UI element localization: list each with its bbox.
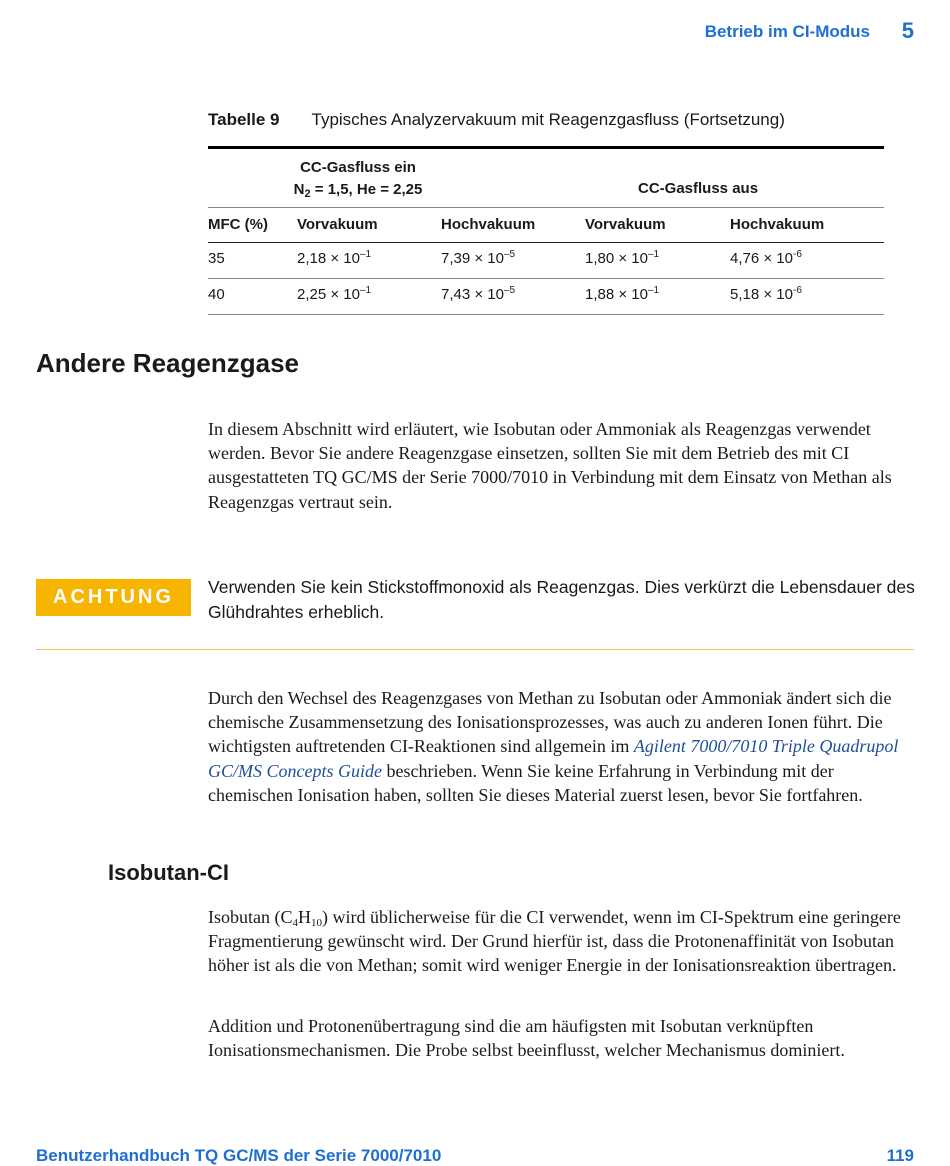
cell-vorvakuum-off: $1,88 \times 10^{-1}$ [585, 285, 660, 303]
column-header-vorvakuum-on: Vorvakuum [297, 216, 378, 233]
group-header-cc-on-line1: CC-Gasfluss ein [300, 159, 416, 176]
footer-manual-title: Benutzerhandbuch TQ GC/MS der Serie 7000/7010 [36, 1146, 442, 1165]
cell-vorvakuum-on: $2,18 \times 10^{-1}$ [297, 249, 372, 267]
cell-mfc: 35 [208, 250, 225, 267]
running-header-section: Betrieb im CI-Modus [704, 22, 870, 41]
column-header-mfc: MFC (%) [208, 216, 268, 233]
section-title: Andere Reagenzgase [36, 348, 299, 378]
column-header-vorvakuum-off: Vorvakuum [585, 216, 666, 233]
group-header-cc-on-line2: $N_2 = 1,5$, He = 2,25 [293, 181, 423, 200]
column-header-hochvakuum-on: Hochvakuum [441, 216, 536, 233]
cell-hochvakuum-off: $4,76 \times 10^{-6}$ [730, 249, 802, 267]
running-header-chapter-number: 5 [901, 18, 914, 43]
table-group-header-row [208, 149, 884, 207]
isobutane-paragraph: Isobutan $(C_4H_{10})$ wird üblicherweise für die CI verwendet, wenn im CI-Spektrum eine geringere Fragmentierung gewünscht wird. Der Grund hierfür ist, dass die Protonenaffinität von Isobutan höher ist als die von Methan; somit wird weniger Energie in der Ionisationsreaktion übertragen. [208, 907, 901, 976]
cell-mfc: 40 [208, 286, 225, 303]
vacuum-table [208, 146, 884, 315]
reagent-change-paragraph: Durch den Wechsel des Reagenzgases von Methan zu Isobutan oder Ammoniak ändert sich die chemische Zusammensetzung des Ionisationsprozesses, was auch zu anderen Ionen führt. Die wichtigsten auftretenden CI-Reaktionen sind allgemein im Agilent 7000/7010 Triple Quadrupol GC/MS Concepts Guide beschrieben. Wenn Sie keine Erfahrung in Verbindung mit der chemischen Ionisation haben, sollten Sie dieses Material zuerst lesen, bevor Sie fortfahren. [208, 688, 899, 805]
caution-badge: ACHTUNG [36, 579, 191, 616]
table-caption-text: Typisches Analyzervakuum mit Reagenzgasfluss (Fortsetzung) [311, 110, 785, 129]
concepts-guide-link[interactable]: Agilent 7000/7010 Triple Quadrupol GC/MS Concepts Guide [208, 736, 899, 781]
cell-hochvakuum-off: $5,18 \times 10^{-6}$ [730, 285, 802, 303]
subsection-title: Isobutan-CI [108, 860, 229, 885]
group-header-cc-on [208, 157, 508, 201]
table-row [208, 243, 884, 278]
table-bottom-rule [208, 314, 884, 315]
table-caption-label: Tabelle 9 [208, 110, 280, 129]
cell-vorvakuum-off: $1,80 \times 10^{-1}$ [585, 249, 660, 267]
column-header-hochvakuum-off: Hochvakuum [730, 216, 825, 233]
mechanism-paragraph: Addition und Protonenübertragung sind die am häufigsten mit Isobutan verknüpften Ionisationsmechanismen. Die Probe selbst beeinflusst, welcher Mechanismus dominiert. [208, 1016, 845, 1061]
group-header-cc-off: CC-Gasfluss aus [638, 180, 759, 197]
caution-divider [36, 649, 914, 650]
cell-hochvakuum-on: $7,43 \times 10^{-5}$ [441, 285, 516, 303]
cell-hochvakuum-on: $7,39 \times 10^{-5}$ [441, 249, 516, 267]
table-row [208, 279, 884, 314]
caution-text: Verwenden Sie kein Stickstoffmonoxid als Reagenzgas. Dies verkürzt die Lebensdauer des Glühdrahtes erheblich. [208, 577, 915, 622]
table-column-header-row [208, 208, 884, 242]
footer-page-number: 119 [886, 1146, 914, 1165]
intro-paragraph: In diesem Abschnitt wird erläutert, wie Isobutan oder Ammoniak als Reagenzgas verwendet werden. Bevor Sie andere Reagenzgase einsetzen, sollten Sie mit dem Betrieb des mit CI ausgestatteten TQ GC/MS der Serie 7000/7010 in Verbindung mit dem Einsatz von Methan als Reagenzgas vertraut sein. [208, 419, 892, 512]
cell-vorvakuum-on: $2,25 \times 10^{-1}$ [297, 285, 372, 303]
table-caption [208, 110, 785, 130]
